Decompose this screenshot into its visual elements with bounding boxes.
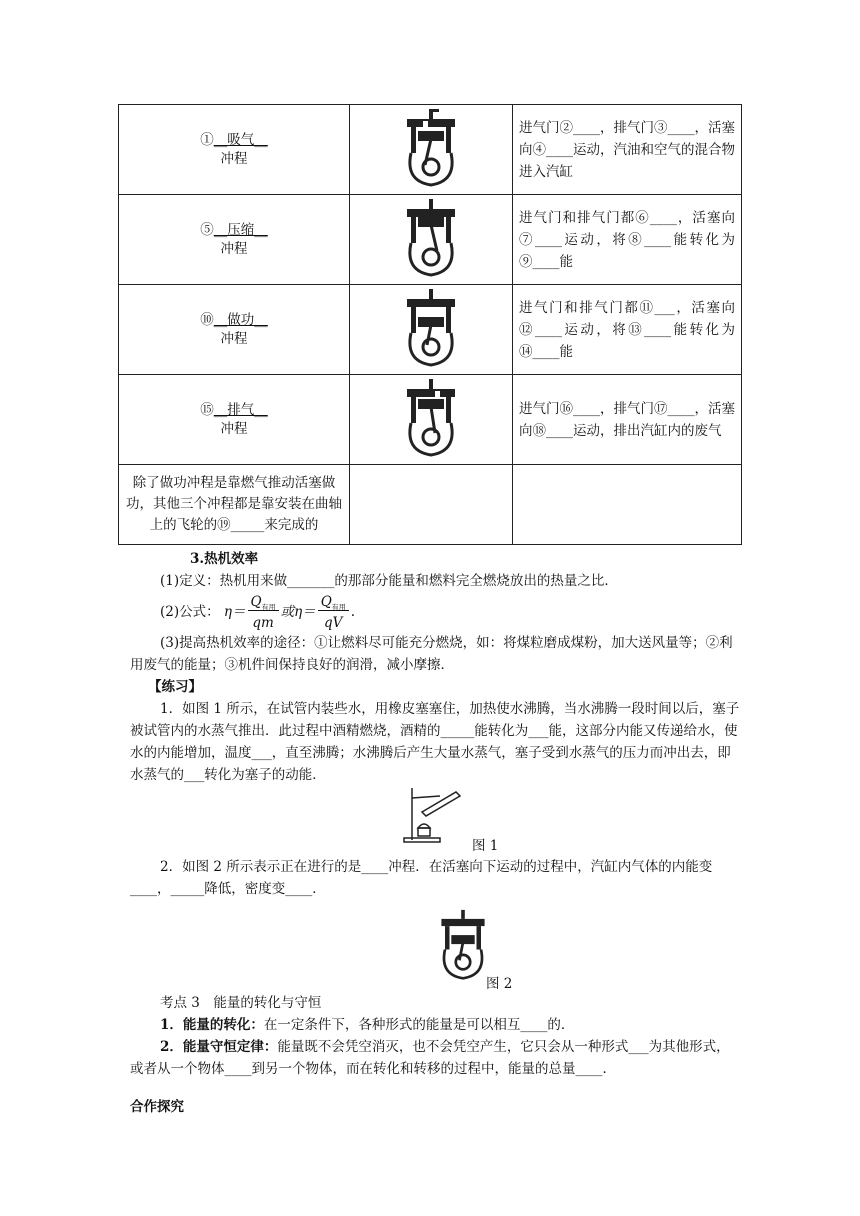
stroke-description: 进气门和排气门都⑥____，活塞向⑦____运动，将⑧____能转化为⑨____能 bbox=[513, 195, 742, 285]
engine-intake-icon bbox=[350, 105, 513, 195]
stroke-description: 进气门和排气门都⑪___，活塞向⑫____运动，将⑬____能转化为⑭____能 bbox=[513, 285, 742, 375]
definition: (1)定义：热机用来做_______的那部分能量和燃料完全燃烧放出的热量之比． bbox=[160, 573, 618, 589]
stroke-description: 进气门②____，排气门③____，活塞向④____运动，汽油和空气的混合物进入汽缸 bbox=[513, 105, 742, 195]
stroke-name: ⑤__压缩__ 冲程 bbox=[119, 195, 350, 285]
table-note: 除了做功冲程是靠燃气推动活塞做功，其他三个冲程都是靠安装在曲轴上的飞轮的⑲_____来完成的 bbox=[119, 465, 350, 545]
kp3-title: 考点 3 能量的转化与守恒 bbox=[160, 995, 322, 1011]
figure-2-caption: 图 2 bbox=[486, 976, 513, 992]
energy-conversion: 1．能量的转化：在一定条件下，各种形式的能量是可以相互____的． bbox=[160, 1017, 575, 1033]
engine-figure-2-icon bbox=[436, 906, 490, 984]
heading-cooperate: 合作探究 bbox=[130, 1099, 184, 1115]
section-title: 3.热机效率 bbox=[190, 551, 259, 567]
question-2: 2．如图 2 所示表示正在进行的是____冲程．在活塞向下运动的过程中，汽缸内气体的内能变____，_____降低，密度变____． bbox=[130, 859, 713, 897]
practice-title: 【练习】 bbox=[148, 679, 202, 695]
engine-power-icon bbox=[350, 285, 513, 375]
formula: (2)公式： $\eta= \frac{Q_{有用}}{qm}$ 或$\eta= \frac{Q_{有用}}{qV}$ . bbox=[160, 593, 356, 632]
stroke-description: 进气门⑯____，排气门⑰____，活塞向⑱____运动，排出汽缸内的废气 bbox=[513, 375, 742, 465]
efficiency-ways: (3)提高热机效率的途径：①让燃料尽可能充分燃烧，如：将煤粒磨成煤粉，加大送风量等；②利用废气的能量；③机件间保持良好的润滑，减小摩擦． bbox=[130, 635, 733, 673]
engine-compression-icon bbox=[350, 195, 513, 285]
engine-exhaust-icon bbox=[350, 375, 513, 465]
energy-conservation: 2．能量守恒定律：能量既不会凭空消灭，也不会凭空产生，它只会从一种形式___为其他形式，或者从一个物体____到另一个物体，而在转化和转移的过程中，能量的总量____． bbox=[130, 1039, 730, 1077]
stroke-name: ⑮__排气__ 冲程 bbox=[119, 375, 350, 465]
question-1: 1．如图 1 所示，在试管内装些水，用橡皮塞塞住，加热使水沸腾，当水沸腾一段时间以后，塞子被试管内的水蒸气推出．此过程中酒精燃烧，酒精的_____能转化为___能，这部分内能又传递给水，使水的内能增加，温度___，直至沸腾；水沸腾后产生大量水蒸气，塞子受到水蒸气的压力而冲出去，即水蒸气的___转化为塞子的动能． bbox=[130, 701, 740, 783]
stroke-name: ①__吸气__ 冲程 bbox=[119, 105, 350, 195]
stroke-name: ⑩__做功__ 冲程 bbox=[119, 285, 350, 375]
engine-strokes-table bbox=[118, 104, 742, 545]
test-tube-apparatus-icon bbox=[400, 784, 470, 844]
figure-1-caption: 图 1 bbox=[472, 838, 499, 854]
